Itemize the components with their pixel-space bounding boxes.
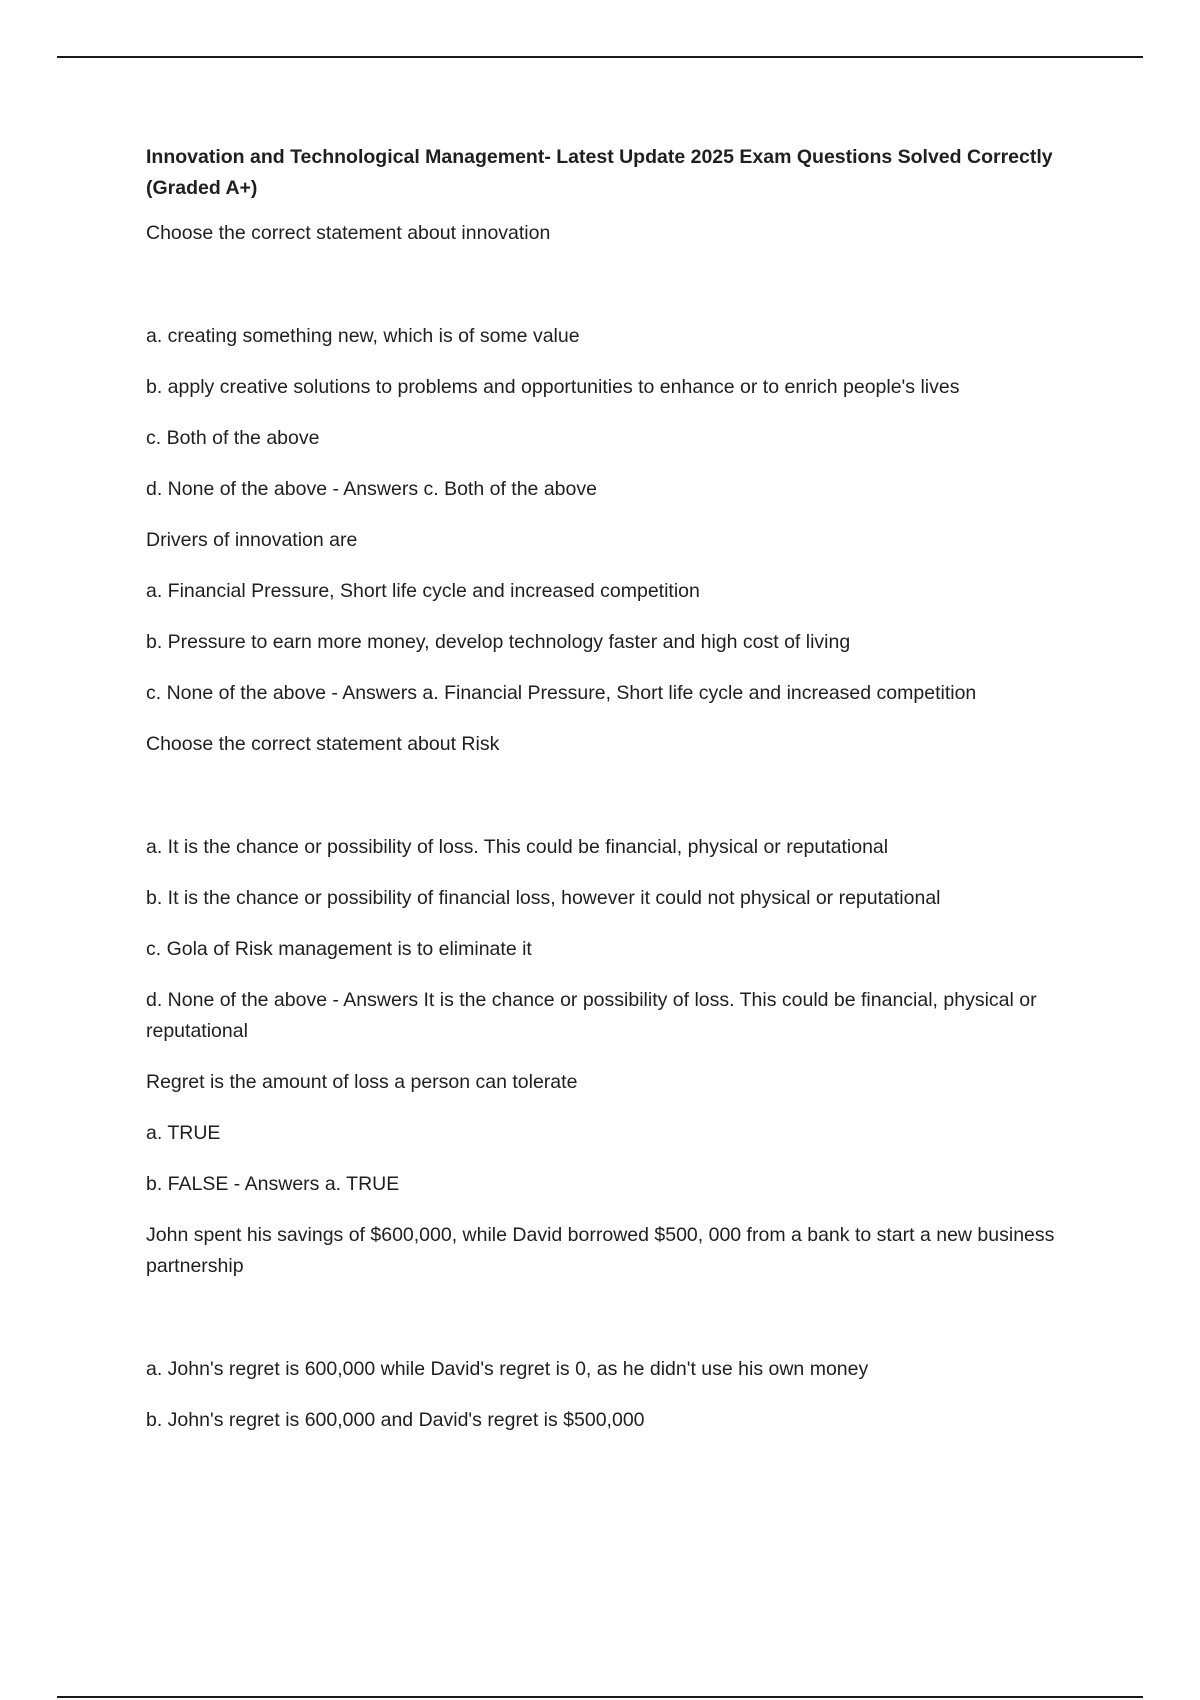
q2-option-a: a. Financial Pressure, Short life cycle and increased competition [146, 580, 700, 602]
q3-option-b: b. It is the chance or possibility of financial loss, however it could not physical or reputational [146, 887, 941, 909]
document-body [146, 142, 1106, 1456]
q5-option-b: b. John's regret is 600,000 and David's regret is $500,000 [146, 1409, 645, 1431]
spacer [146, 1302, 1106, 1354]
q1-option-d-answer: d. None of the above - Answers c. Both of the above [146, 478, 597, 500]
q3-prompt: Choose the correct statement about Risk [146, 733, 500, 755]
q3-option-c: c. Gola of Risk management is to eliminate it [146, 938, 532, 960]
q4-option-a: a. TRUE [146, 1122, 221, 1144]
q2-prompt: Drivers of innovation are [146, 529, 358, 551]
q3-option-a: a. It is the chance or possibility of loss. This could be financial, physical or reputational [146, 836, 889, 858]
q1-option-a: a. creating something new, which is of some value [146, 325, 580, 347]
q4-option-b-answer: b. FALSE - Answers a. TRUE [146, 1173, 400, 1195]
q1-prompt: Choose the correct statement about innovation [146, 222, 551, 244]
q2-option-c-answer: c. None of the above - Answers a. Financial Pressure, Short life cycle and increased competition [146, 682, 977, 704]
bottom-rule [57, 1696, 1143, 1698]
q2-option-b: b. Pressure to earn more money, develop technology faster and high cost of living [146, 631, 851, 653]
q5-option-a: a. John's regret is 600,000 while David's regret is 0, as he didn't use his own money [146, 1358, 869, 1380]
top-rule [57, 56, 1143, 58]
q4-prompt: Regret is the amount of loss a person can tolerate [146, 1071, 578, 1093]
spacer [146, 269, 1106, 321]
document-title: Innovation and Technological Management- Latest Update 2025 Exam Questions Solved Correctly (Graded A+) [146, 146, 1053, 199]
spacer [146, 780, 1106, 832]
q3-option-d-answer: d. None of the above - Answers It is the chance or possibility of loss. This could be financial, physical or reputational [146, 989, 1037, 1042]
q1-option-b: b. apply creative solutions to problems and opportunities to enhance or to enrich people's lives [146, 376, 960, 398]
q5-prompt: John spent his savings of $600,000, while David borrowed $500, 000 from a bank to start a new business partnership [146, 1224, 1055, 1277]
q1-option-c: c. Both of the above [146, 427, 320, 449]
